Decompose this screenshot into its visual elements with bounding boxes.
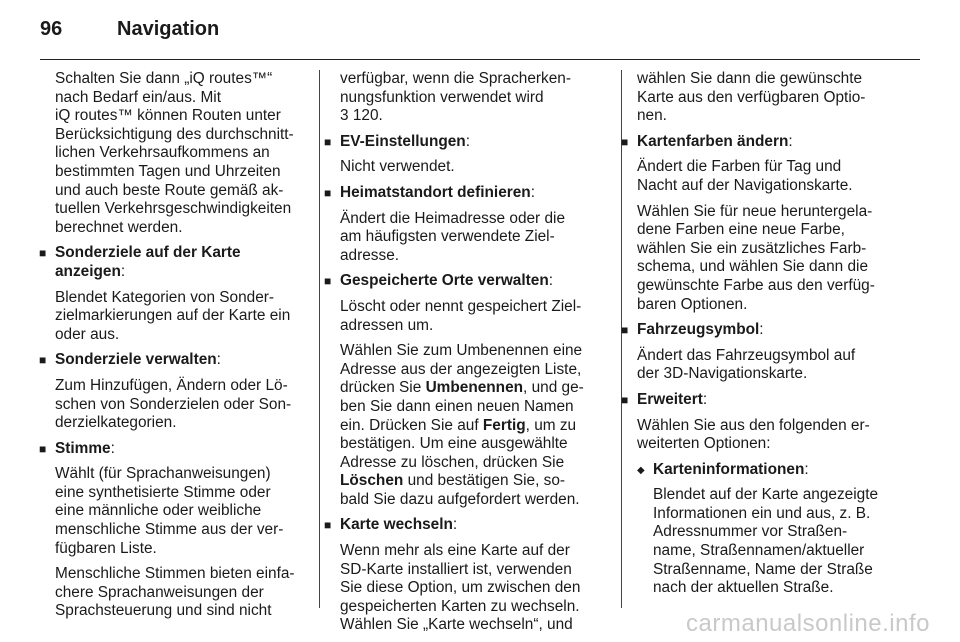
- item-title: Karte wechseln: [340, 516, 453, 534]
- list-item: ■ EV-Einstellungen:: [324, 132, 470, 150]
- item-title: Karteninformationen: [653, 460, 805, 478]
- softkey-label: Fertig: [482, 416, 526, 434]
- square-bullet-icon: ■: [324, 518, 332, 533]
- paragraph-intro: Schalten Sie dann „iQ routes™“ nach Bedarf ein/aus. Mit iQ routes™ können Routen unter Berücksichtigung des durchschnitt- lichen Verkehrsaufkommens an bestimmten Tagen und Uhrzeiten und auch beste Route gemäß ak- tuellen Verkehrsgeschwindigkeiten berechnet werden.: [55, 70, 294, 236]
- item-text: Zum Hinzufügen, Ändern oder Lö- schen von Sonderzielen oder Son- derzielkategorien.: [55, 376, 292, 432]
- list-item: ■ Stimme:: [39, 439, 115, 457]
- column-1: [39, 70, 317, 628]
- softkey-label: Löschen: [340, 472, 404, 490]
- item-text: Wählen Sie für neue heruntergela- dene Farben eine neue Farbe, wählen Sie ein zusätzliches Farb- schema, und wählen Sie dann die gewünschte Farbe aus den verfüg- baren Optionen.: [637, 202, 875, 313]
- paragraph-intro: verfügbar, wenn die Spracherken- nungsfunktion verwendet wird 3 120.: [340, 70, 571, 125]
- column-divider-1: [319, 70, 320, 608]
- list-item: ■ Erweitert:: [621, 390, 708, 408]
- page-title: Navigation: [117, 18, 220, 40]
- item-text: Wählt (für Sprachanweisungen) eine synthetisierte Stimme oder eine männliche oder weibliche menschliche Stimme aus der ver- fügbaren Liste.: [55, 465, 284, 557]
- softkey-label: Umbenennen: [425, 379, 524, 397]
- page-number: 96: [40, 18, 63, 40]
- square-bullet-icon: ■: [39, 441, 47, 456]
- item-title: Fahrzeugsymbol: [637, 321, 760, 339]
- item-text: Blendet Kategorien von Sonder- zielmarkierungen auf der Karte ein oder aus.: [55, 288, 291, 343]
- sub-list: [637, 460, 907, 598]
- item-title: Sonderziele auf der Karte anzeigen: [55, 244, 241, 280]
- item-title: Sonderziele verwalten: [55, 351, 217, 369]
- item-text: Ändert die Farben für Tag und Nacht auf der Navigationskarte.: [637, 158, 853, 194]
- item-text: Nicht verwendet.: [340, 158, 455, 176]
- item-text: Wählen Sie aus den folgenden er- weiterten Optionen:: [637, 416, 870, 453]
- item-text: Wenn mehr als eine Karte auf der SD-Karte installiert ist, verwenden Sie diese Option, um zwischen den gespeicherten Karten zu wechseln. Wählen Sie „Karte wechseln“, und: [340, 542, 581, 634]
- header-rule: [40, 59, 920, 60]
- item-title: Erweitert: [637, 390, 703, 408]
- column-3: [621, 70, 907, 605]
- item-text: Ändert die Heimadresse oder die am häufigsten verwendete Ziel- adresse.: [340, 209, 565, 264]
- list-item: ■ Kartenfarben ändern:: [621, 132, 793, 150]
- square-bullet-icon: ■: [324, 185, 332, 200]
- column-2: [324, 70, 608, 642]
- square-bullet-icon: ■: [324, 134, 332, 149]
- page-reference[interactable]: 3 120.: [340, 107, 383, 125]
- item-title: Kartenfarben ändern: [637, 132, 789, 150]
- diamond-bullet-icon: ◆: [637, 464, 645, 476]
- list-item: ■ Sonderziele verwalten:: [39, 351, 221, 369]
- item-text: Wählen Sie zum Umbenennen eine Adresse aus der angezeigten Liste, drücken Sie Umbenennen, und ge- ben Sie dann einen neuen Namen ein. Drücken Sie auf Fertig, um zu bestätigen. Um eine ausgewählte Adresse zu löschen, drücken Sie Löschen und bestätigen Sie, so- bald Sie dazu aufgefordert werden.: [340, 342, 584, 508]
- item-text: Löscht oder nennt gespeichert Ziel- adressen um.: [340, 297, 582, 334]
- item-text: Blendet auf der Karte angezeigte Informationen ein und aus, z. B. Adressnummer vor Straßen- name, Straßennamen/aktueller Straßenname, Name der Straße nach der aktuellen Straße.: [653, 486, 879, 597]
- paragraph-intro: wählen Sie dann die gewünschte Karte aus den verfügbaren Optio- nen.: [637, 70, 866, 125]
- item-text: Ändert das Fahrzeugsymbol auf der 3D-Navigationskarte.: [637, 346, 856, 383]
- square-bullet-icon: ■: [621, 323, 629, 338]
- list-item: ■ Gespeicherte Orte verwalten:: [324, 272, 554, 290]
- item-title: Heimatstandort definieren: [340, 183, 531, 201]
- watermark: carmanualsonline.info: [686, 610, 930, 637]
- list-item: ■ Sonderziele auf der Karte anzeigen:: [39, 244, 241, 280]
- square-bullet-icon: ■: [39, 246, 47, 261]
- item-title: EV-Einstellungen: [340, 132, 466, 150]
- item-text: Menschliche Stimmen bieten einfa- chere Sprachanweisungen der Sprachsteuerung und sind nicht: [55, 565, 295, 620]
- square-bullet-icon: ■: [39, 353, 47, 368]
- sub-list-item: ◆ Karteninformationen:: [653, 461, 907, 480]
- list-item: ■ Heimatstandort definieren:: [324, 183, 535, 201]
- square-bullet-icon: ■: [621, 134, 629, 149]
- list-item: ■ Fahrzeugsymbol:: [621, 321, 764, 339]
- item-title: Stimme: [55, 439, 111, 457]
- item-title: Gespeicherte Orte verwalten: [340, 272, 549, 290]
- square-bullet-icon: ■: [324, 274, 332, 289]
- list-item: ■ Karte wechseln:: [324, 516, 458, 534]
- square-bullet-icon: ■: [621, 392, 629, 407]
